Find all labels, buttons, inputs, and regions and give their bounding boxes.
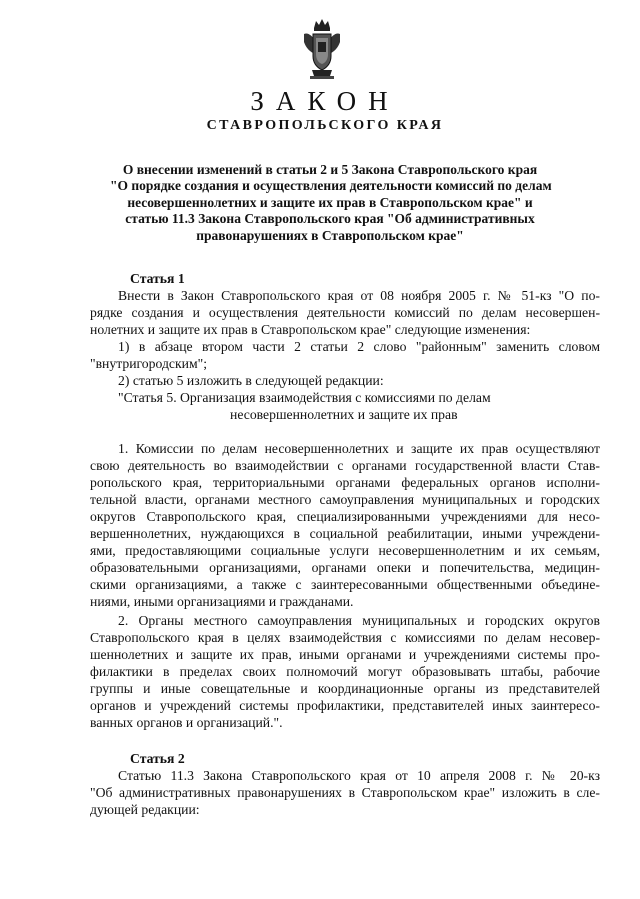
region-name: СТАВРОПОЛЬСКОГО КРАЯ [206, 118, 444, 133]
title-line: правонарушениях в Ставропольском крае" [196, 227, 464, 243]
text-line: Статью 11.3 Закона Ставропольского края от 10 апреля 2008 г. № 20-кз [118, 768, 600, 783]
text-line: дующей редакции: [90, 802, 200, 817]
text-line: 2. Органы местного самоуправления муниципальных и городских округов [118, 613, 600, 628]
text-line: "Статья 5. Организация взаимодействия с комиссиями по делам [118, 390, 491, 405]
title-line: несовершеннолетних и защите их прав в Ставропольском крае" и [127, 194, 533, 210]
text-line: Внести в Закон Ставропольского края от 08 ноября 2005 г. № 51-кз "О по- [118, 288, 600, 303]
text-line: скими организациями, а также с заинтересованными общественными объедине- [90, 577, 600, 592]
text-line: ванных органов и организаций.". [90, 715, 283, 730]
text-line: рядке создания и осуществления деятельности комиссий по делам несовершен- [90, 305, 600, 320]
text-line: образовательными организациями, органами опеки и попечительства, медицин- [90, 560, 600, 575]
article-1 [90, 270, 600, 423]
article-1-paragraph-2 [90, 612, 600, 731]
text-line: органов и учреждений системы профилактики, представителей иных заинтересо- [90, 698, 600, 713]
text-line: ропольского края, территориальными органами федеральных органов исполни- [90, 475, 600, 490]
document-type: ЗАКОН [250, 86, 400, 116]
article-heading: Статья 2 [130, 751, 185, 766]
text-line: 1) в абзаце втором части 2 статьи 2 слово "районным" заменить словом [118, 339, 600, 354]
article-1-paragraph-1 [90, 440, 600, 610]
text-line: нолетних и защите их прав в Ставропольском крае" следующие изменения: [90, 322, 531, 337]
title-line: О внесении изменений в статьи 2 и 5 Закона Ставропольского края [122, 162, 538, 177]
text-line: округов Ставропольского края, специализированными учреждениями для несо- [90, 509, 600, 524]
text-line: "внутригородским"; [90, 356, 208, 371]
text-line: шеннолетних и защите их прав, иными органами и учреждениями системы про- [90, 647, 600, 662]
text-line: вершеннолетних, нуждающихся в социальной реабилитации, иными учреждени- [90, 526, 600, 541]
text-line: свою деятельность во взаимодействии с органами государственной власти Став- [90, 458, 600, 473]
title-line: "О порядке создания и осуществления деятельности комиссий по делам [110, 178, 552, 194]
text-line: ями, предоставляющими социальные услуги несовершеннолетним и их семьям, [90, 543, 600, 558]
coat-of-arms-icon [302, 18, 342, 80]
text-line: тельной власти, органами местного самоуправления муниципальных и городских [90, 492, 600, 507]
text-line: несовершеннолетних и защите их прав [230, 407, 458, 422]
article-2 [90, 750, 600, 818]
text-line: Ставропольского края в целях взаимодействия с комиссиями по делам несовер- [90, 630, 600, 645]
text-line: 1. Комиссии по делам несовершеннолетних и защите их прав осуществляют [118, 441, 600, 456]
article-heading: Статья 1 [130, 271, 185, 286]
text-line: группы и иные совещательные и координационные органы из представителей [90, 681, 600, 696]
text-line: 2) статью 5 изложить в следующей редакции: [118, 373, 384, 388]
law-title [110, 162, 550, 244]
text-line: "Об административных правонарушениях в Ставропольском крае" изложить в сле- [90, 785, 600, 800]
text-line: филактики в пределах своих полномочий могут образовывать штабы, рабочие [90, 664, 600, 679]
title-line: статью 11.3 Закона Ставропольского края "Об административных [125, 211, 535, 227]
text-line: ниями, иными организациями и гражданами. [90, 594, 354, 609]
